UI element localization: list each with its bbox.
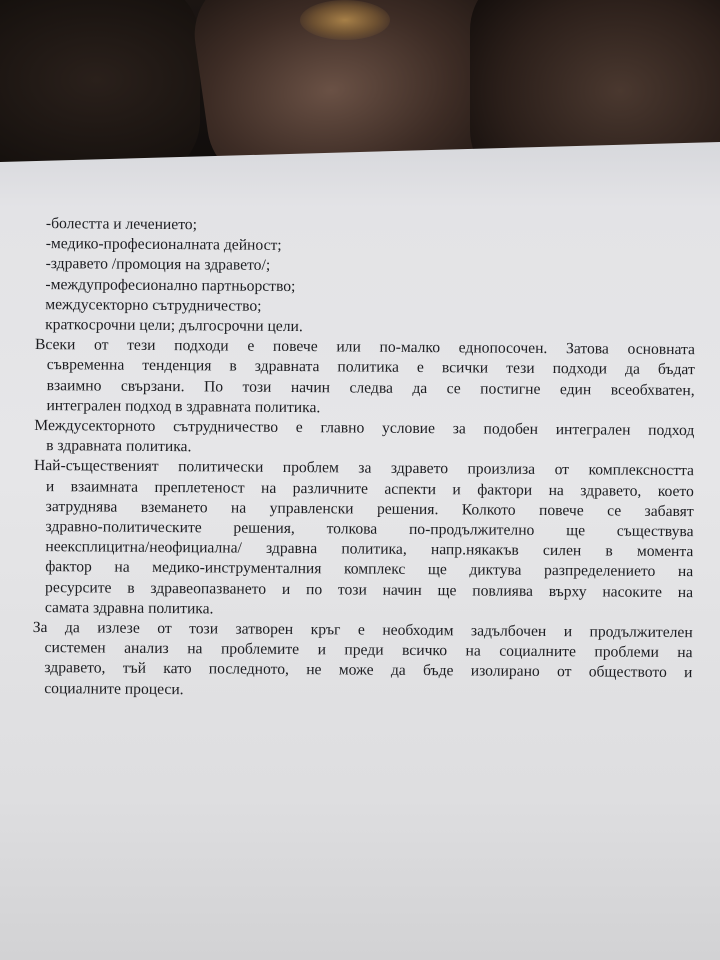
text-line: системен анализ на проблемите и преди всичко на социалните проблеми на: [44, 639, 693, 662]
light-glint: [300, 0, 390, 40]
text-line: интегрален подход в здравната политика.: [46, 396, 321, 417]
text-line: самата здравна политика.: [44, 598, 214, 618]
text-line: неексплицитна/неофициална/ здравна политика, напр.някакъв силен в момента: [45, 538, 694, 561]
text-line: здравето, тъй като последното, не може да бъде изолирано от обществото и: [44, 659, 693, 682]
text-line: здравно-политическите решения, толкова по-продължително ще съществува: [45, 518, 694, 541]
paragraph-intersectoral: [34, 416, 694, 462]
list-item: -болестта и лечението;: [45, 215, 198, 234]
paragraph-approaches: [34, 335, 695, 421]
text-line: взаимно свързани. По този начин следва да се постигне един всеобхватен,: [46, 376, 695, 399]
text-line: и взаимната преплетеност на различните аспекти и фактори на здравето, което: [45, 477, 694, 500]
text-line: затруднява вземането на управленски решения. Колкото повече се забавят: [45, 497, 694, 521]
paragraph-closed-circle: [32, 618, 693, 704]
text-line: За да излезе от този затворен кръг е необходим задълбочен и продължителен: [32, 619, 693, 642]
list-item: -медико-професионалната дейност;: [45, 235, 282, 255]
sofa-cushion-left: [0, 0, 200, 180]
paragraph-political-problem: [33, 456, 694, 623]
list-item: междусекторно сътрудничество;: [45, 295, 262, 315]
document-text: [32, 214, 696, 704]
text-line: съвременна тенденция в здравната политика е всички тези подходи да бъдат: [46, 356, 695, 379]
text-line: Най-същественият политически проблем за здравето произлиза от комплексността: [33, 457, 695, 480]
text-line: ресурсите в здравеопазването и по този начин ще повлиява върху насоките на: [45, 578, 694, 601]
list-item: -здравето /промоция на здравето/;: [45, 255, 271, 275]
text-line: Всеки от тези подходи е повече или по-малко еднопосочен. Затова основната: [34, 336, 696, 359]
text-line: фактор на медико-инструменталния комплекс ще диктува разпределението на: [45, 558, 694, 581]
text-line: в здравната политика.: [46, 437, 192, 456]
text-line: социалните процеси.: [44, 679, 184, 698]
list-item: краткосрочни цели; дългосрочни цели.: [45, 316, 303, 336]
text-line: Междусекторното сътрудничество е главно условие за подобен интегрален подход: [34, 417, 695, 440]
bullet-list: [35, 214, 696, 340]
list-item: -междупрофесионално партньорство;: [45, 275, 296, 295]
